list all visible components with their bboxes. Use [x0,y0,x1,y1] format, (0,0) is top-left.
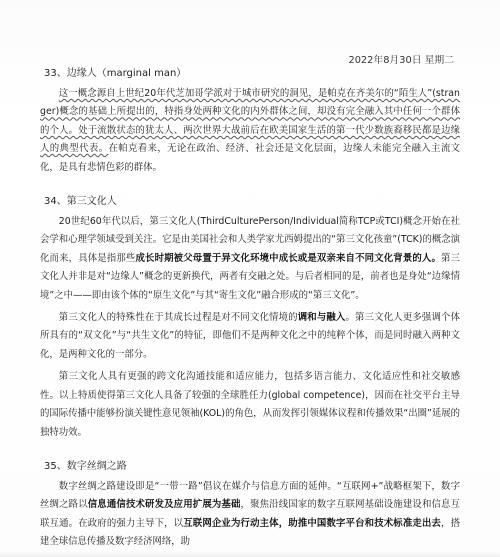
paragraph-text: 数字丝绸之路建设即是“一带一路”倡议在媒介与信息方面的延伸。“互联网+”战略框架下，数字丝绸之路以 [40,480,460,511]
document-date: 2022年8月30日 星期二 [348,55,454,66]
paragraph-text: 第三文化人具有更强的跨文化沟通技能和适应能力，包括多语言能力、文化适应性和社交敏感性。以上特质使得第三文化人具备了较强的全球胜任力(global competence)，因而在社交平台主导的国际传播中能够扮演关键性意见领袖(KOL)的角色，从而发挥引领媒体议程和传播效果“出圈”延展的独特功效。 [40,371,460,438]
paragraph-text: ，搭建全球信息传播及数字经济网络，助 [40,517,460,548]
bold-text: 成长时期被父母置于异文化环境中成长或是双亲来自不同文化背景的人。 [135,252,442,264]
section-heading: 33、边缘人（marginal man） [44,68,187,79]
section-heading: 34、第三文化人 [44,196,117,208]
section-paragraph [40,85,460,177]
paragraph-text: 第三文化人的特殊性在于其成长过程是对不同文化情境的 [58,312,298,324]
underlined-text: 这一概念源自上世纪20年代芝加哥学派对于城市研究的洞见，是帕克在齐美尔的“陌生人”(stranger)概念的基础上所提出的，特指身处两种文化的内外群体之间，却没有完全融入其中任何一个群体的个人。处于流散状态的犹太人、两次世界大战前后在欧美国家生活的第一代少数族裔移民都是边缘人的典型代表。 [40,88,460,155]
bold-text: 信息通信技术研发及应用扩展为基础 [87,499,241,511]
paragraph-text: 。第三文化人更多强调个体所具有的“双文化”与“共生文化”的特征，即他们不是两种文化之中的纯粹个体，而是同时融入两种文化，是两种文化的一部分。 [40,312,460,360]
paragraph-text: 第三文化人并非是对“边缘人”概念的更新换代，两者有交融之处。与后者相同的是，前者也是身处“边缘情境”之中——即由该个体的“原生文化”与其“寄生文化”融合形成的“第三文化”。 [40,252,460,301]
page-edge-shadow [0,551,500,557]
section-paragraph [40,368,460,442]
bold-text: 调和与融入 [297,312,346,324]
paragraph-text: 在帕克看来，无论在政治、经济、社会还是文化层面，边缘人未能完全融入主流文化，是具有悲情色彩的群体。 [40,143,460,173]
document-body [40,67,460,552]
bold-text: 互联网企业为行动主体，助推中国数字平台和技术标准走出去 [183,517,442,529]
section-paragraph [40,213,460,305]
section-heading: 35、数字丝绸之路 [44,460,127,472]
section-paragraph [40,309,460,364]
paragraph-text: ，聚焦沿线国家的数字互联网基础设施建设和信息互联互通。在政府的强力主导下，以 [40,499,460,529]
paragraph-text: 20世纪60年代以后，第三文化人(ThirdCulturePerson/Individual简称TCP或TCI)概念开始在社会学和心理学领域受到关注。它是由美国社会和人类学家尤西姆提出的“第三文化孩童”(TCK)的概念演化而来，具体是指那些 [40,216,460,264]
section-paragraph [40,478,460,552]
